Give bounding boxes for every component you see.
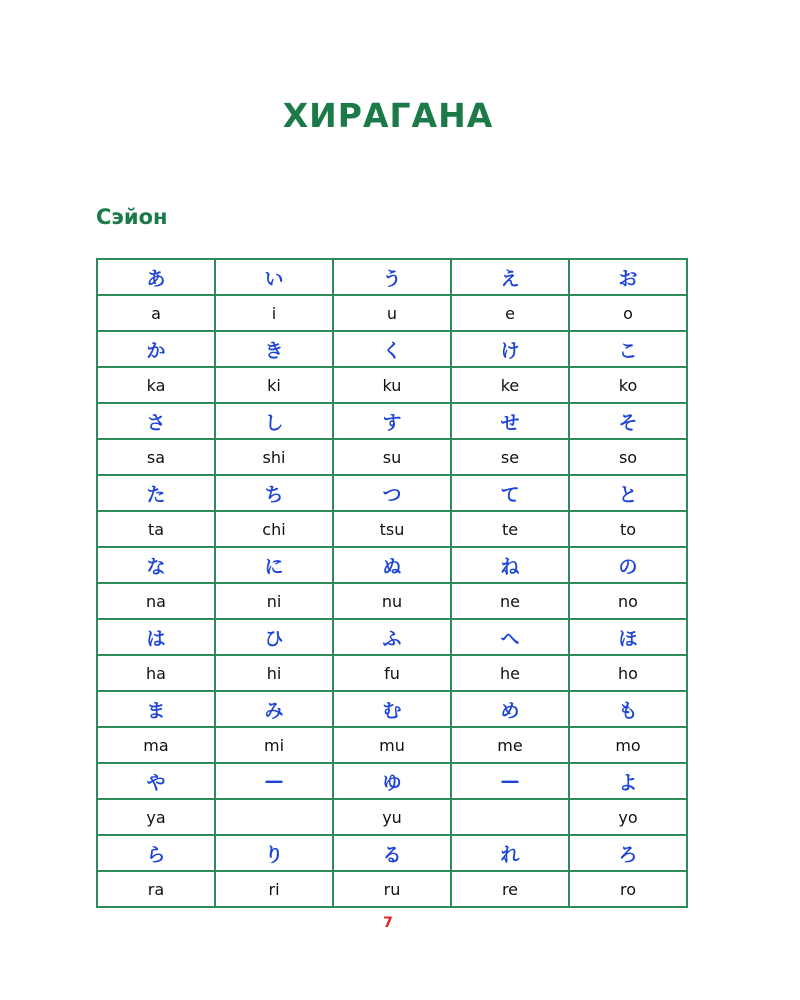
kana-cell: こ <box>569 331 687 367</box>
kana-cell: ろ <box>569 835 687 871</box>
romaji-cell: nu <box>333 583 451 619</box>
kana-cell: み <box>215 691 333 727</box>
kana-cell: や <box>97 763 215 799</box>
romaji-cell: ra <box>97 871 215 907</box>
romaji-row <box>97 727 687 763</box>
kana-row <box>97 547 687 583</box>
kana-cell: ぬ <box>333 547 451 583</box>
romaji-cell: ke <box>451 367 569 403</box>
romaji-cell: hi <box>215 655 333 691</box>
kana-row <box>97 835 687 871</box>
page-title: ХИРАГАНА <box>282 96 494 135</box>
romaji-cell: ro <box>569 871 687 907</box>
romaji-cell: mu <box>333 727 451 763</box>
romaji-cell: mo <box>569 727 687 763</box>
romaji-cell: he <box>451 655 569 691</box>
kana-row <box>97 691 687 727</box>
romaji-cell: tsu <box>333 511 451 547</box>
kana-cell: ね <box>451 547 569 583</box>
romaji-cell: ho <box>569 655 687 691</box>
kana-cell: か <box>97 331 215 367</box>
kana-cell: あ <box>97 259 215 295</box>
romaji-row <box>97 655 687 691</box>
romaji-cell: yo <box>569 799 687 835</box>
romaji-row <box>97 439 687 475</box>
romaji-cell: me <box>451 727 569 763</box>
kana-cell: さ <box>97 403 215 439</box>
kana-cell: ほ <box>569 619 687 655</box>
romaji-cell: ya <box>97 799 215 835</box>
kana-cell: け <box>451 331 569 367</box>
kana-cell: — <box>215 763 333 799</box>
romaji-cell: i <box>215 295 333 331</box>
kana-cell: の <box>569 547 687 583</box>
kana-cell: き <box>215 331 333 367</box>
kana-row <box>97 259 687 295</box>
kana-row <box>97 403 687 439</box>
kana-cell: せ <box>451 403 569 439</box>
romaji-cell: ka <box>97 367 215 403</box>
romaji-cell: so <box>569 439 687 475</box>
romaji-cell: ne <box>451 583 569 619</box>
kana-cell: た <box>97 475 215 511</box>
kana-row <box>97 475 687 511</box>
romaji-cell <box>215 799 333 835</box>
page-number: 7 <box>383 915 393 931</box>
kana-cell: ま <box>97 691 215 727</box>
romaji-cell: yu <box>333 799 451 835</box>
kana-cell: に <box>215 547 333 583</box>
romaji-cell: no <box>569 583 687 619</box>
kana-cell: お <box>569 259 687 295</box>
romaji-cell: ki <box>215 367 333 403</box>
romaji-cell: ru <box>333 871 451 907</box>
kana-cell: も <box>569 691 687 727</box>
kana-cell: ふ <box>333 619 451 655</box>
kana-cell: つ <box>333 475 451 511</box>
kana-cell: は <box>97 619 215 655</box>
kana-cell: へ <box>451 619 569 655</box>
kana-cell: め <box>451 691 569 727</box>
section-heading: Сэйон <box>96 205 168 229</box>
kana-cell: な <box>97 547 215 583</box>
kana-cell: ち <box>215 475 333 511</box>
romaji-row <box>97 871 687 907</box>
kana-cell: す <box>333 403 451 439</box>
kana-cell: く <box>333 331 451 367</box>
romaji-cell: chi <box>215 511 333 547</box>
kana-cell: る <box>333 835 451 871</box>
romaji-cell: a <box>97 295 215 331</box>
kana-row <box>97 619 687 655</box>
romaji-cell: shi <box>215 439 333 475</box>
romaji-row <box>97 367 687 403</box>
romaji-cell: su <box>333 439 451 475</box>
romaji-cell <box>451 799 569 835</box>
kana-cell: れ <box>451 835 569 871</box>
kana-cell: え <box>451 259 569 295</box>
kana-cell: と <box>569 475 687 511</box>
romaji-cell: mi <box>215 727 333 763</box>
kana-cell: り <box>215 835 333 871</box>
romaji-cell: to <box>569 511 687 547</box>
romaji-row <box>97 511 687 547</box>
romaji-cell: o <box>569 295 687 331</box>
romaji-row <box>97 799 687 835</box>
kana-cell: ゆ <box>333 763 451 799</box>
romaji-cell: ri <box>215 871 333 907</box>
kana-cell: — <box>451 763 569 799</box>
romaji-cell: e <box>451 295 569 331</box>
kana-cell: よ <box>569 763 687 799</box>
kana-cell: し <box>215 403 333 439</box>
romaji-cell: ko <box>569 367 687 403</box>
romaji-row <box>97 583 687 619</box>
kana-cell: う <box>333 259 451 295</box>
romaji-cell: ma <box>97 727 215 763</box>
romaji-cell: se <box>451 439 569 475</box>
romaji-cell: ni <box>215 583 333 619</box>
kana-cell: ら <box>97 835 215 871</box>
kana-row <box>97 331 687 367</box>
romaji-cell: fu <box>333 655 451 691</box>
romaji-cell: ku <box>333 367 451 403</box>
kana-cell: て <box>451 475 569 511</box>
kana-row <box>97 763 687 799</box>
kana-cell: そ <box>569 403 687 439</box>
romaji-cell: sa <box>97 439 215 475</box>
romaji-cell: ta <box>97 511 215 547</box>
kana-cell: い <box>215 259 333 295</box>
kana-cell: む <box>333 691 451 727</box>
hiragana-table <box>96 258 688 908</box>
romaji-cell: ha <box>97 655 215 691</box>
romaji-cell: re <box>451 871 569 907</box>
romaji-cell: te <box>451 511 569 547</box>
romaji-row <box>97 295 687 331</box>
kana-cell: ひ <box>215 619 333 655</box>
romaji-cell: u <box>333 295 451 331</box>
romaji-cell: na <box>97 583 215 619</box>
